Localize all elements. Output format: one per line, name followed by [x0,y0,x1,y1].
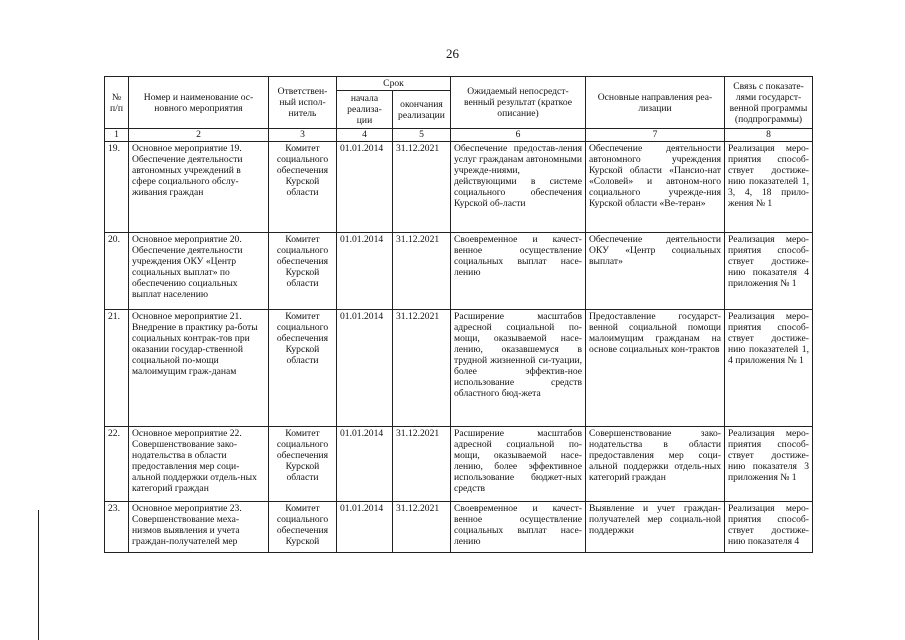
row-end: 31.12.2021 [393,502,451,553]
table-row [105,502,813,553]
row-responsible: Комитет социального обеспечения Курской области [269,233,337,310]
row-num: 21. [105,310,129,427]
row-result: Своевременное и качест-венное осуществление социальных выплат насе-лению [451,233,586,310]
row-link: Реализация меро-приятия способ-ствует достиже-нию показателя 4 приложения № 1 [725,233,813,310]
row-directions: Выявление и учет граждан-получателей мер социаль-ной поддержки [586,502,725,553]
table-row [105,427,813,502]
row-result: Обеспечение предостав-ления услуг гражданам автономными учрежде-ниями, действующими в системе социального обеспечения Курской об-ласти [451,142,586,233]
column-number: 5 [393,129,451,142]
column-number: 1 [105,129,129,142]
row-name: Основное мероприятие 21. Внедрение в практику ра-боты социальных контрак-тов при оказании государ-ственной социальной по-мощи малоимущим граж-данам [129,310,269,427]
row-name: Основное мероприятие 22. Совершенствование зако-нодательства в области предоставления мер соци-альной поддержки отдель-ных категорий граждан [129,427,269,502]
row-end: 31.12.2021 [393,233,451,310]
row-responsible: Комитет социального обеспечения Курской области [269,142,337,233]
header-num: № п/п [105,77,129,129]
row-num: 20. [105,233,129,310]
row-end: 31.12.2021 [393,142,451,233]
column-number: 4 [337,129,393,142]
row-responsible: Комитет социального обеспечения Курской [269,502,337,553]
row-directions: Совершенствование зако-нодательства в области предоставления мер соци-альной поддержки отдель-ных категорий граждан [586,427,725,502]
margin-line [38,510,39,640]
row-link: Реализация меро-приятия способ-ствует достиже-нию показателя 3 приложения № 1 [725,427,813,502]
row-result: Расширение масштабов адресной социальной по-мощи, оказываемой насе-лению, оказавшемуся в трудной жизненной си-туации, более эффектив-ное использование средств областного бюд-жета [451,310,586,427]
row-start: 01.01.2014 [337,142,393,233]
header-directions: Основные направления реа-лизации [586,77,725,129]
header-name: Номер и наименование ос-новного мероприятия [129,77,269,129]
row-name: Основное мероприятие 19. Обеспечение деятельности автономных учреждений в сфере социального обслу-живания граждан [129,142,269,233]
row-responsible: Комитет социального обеспечения Курской области [269,427,337,502]
row-name: Основное мероприятие 23. Совершенствование меха-низмов выявления и учета граждан-получателей мер [129,502,269,553]
row-responsible: Комитет социального обеспечения Курской области [269,310,337,427]
table-row [105,310,813,427]
row-num: 22. [105,427,129,502]
table-row [105,142,813,233]
column-number: 2 [129,129,269,142]
header-term: Срок [337,77,451,91]
row-link: Реализация меро-приятия способ-ствует достиже-нию показателей 1, 4 приложения № 1 [725,310,813,427]
row-link: Реализация меро-приятия способ-ствует достиже-нию показателей 1, 3, 4, 18 прило-жения № 1 [725,142,813,233]
row-start: 01.01.2014 [337,233,393,310]
row-directions: Обеспечение деятельности ОКУ «Центр социальных выплат» [586,233,725,310]
row-num: 19. [105,142,129,233]
row-end: 31.12.2021 [393,427,451,502]
row-name: Основное мероприятие 20. Обеспечение деятельности учреждения ОКУ «Центр социальных выплат» по обеспечению социальных выплат населению [129,233,269,310]
row-start: 01.01.2014 [337,427,393,502]
column-number: 7 [586,129,725,142]
row-start: 01.01.2014 [337,502,393,553]
column-number: 3 [269,129,337,142]
header-result: Ожидаемый непосредст-венный результат (краткое описание) [451,77,586,129]
page-number: 26 [446,46,459,61]
column-number: 8 [725,129,813,142]
header-end: окончания реализации [393,91,451,129]
header-start: начала реализа-ции [337,91,393,129]
header-responsible: Ответствен-ный испол-нитель [269,77,337,129]
column-number: 6 [451,129,586,142]
measures-table [104,76,813,553]
row-num: 23. [105,502,129,553]
table-row [105,233,813,310]
row-directions: Предоставление государст-венной социальной помощи малоимущим гражданам на основе социальных кон-трактов [586,310,725,427]
row-end: 31.12.2021 [393,310,451,427]
row-result: Расширение масштабов адресной социальной по-мощи, оказываемой насе-лению, более эффективное использование бюджет-ных средств [451,427,586,502]
header-link: Связь с показате-лями государст-венной программы (подпрограммы) [725,77,813,129]
row-result: Своевременное и качест-венное осуществление социальных выплат насе-лению [451,502,586,553]
row-link: Реализация меро-приятия способ-ствует достиже-нию показателя 4 [725,502,813,553]
row-directions: Обеспечение деятельности автономного учреждения Курской области «Пансио-нат «Соловей» и автоном-ного социального учрежде-ния Курской области «Ве-теран» [586,142,725,233]
row-start: 01.01.2014 [337,310,393,427]
